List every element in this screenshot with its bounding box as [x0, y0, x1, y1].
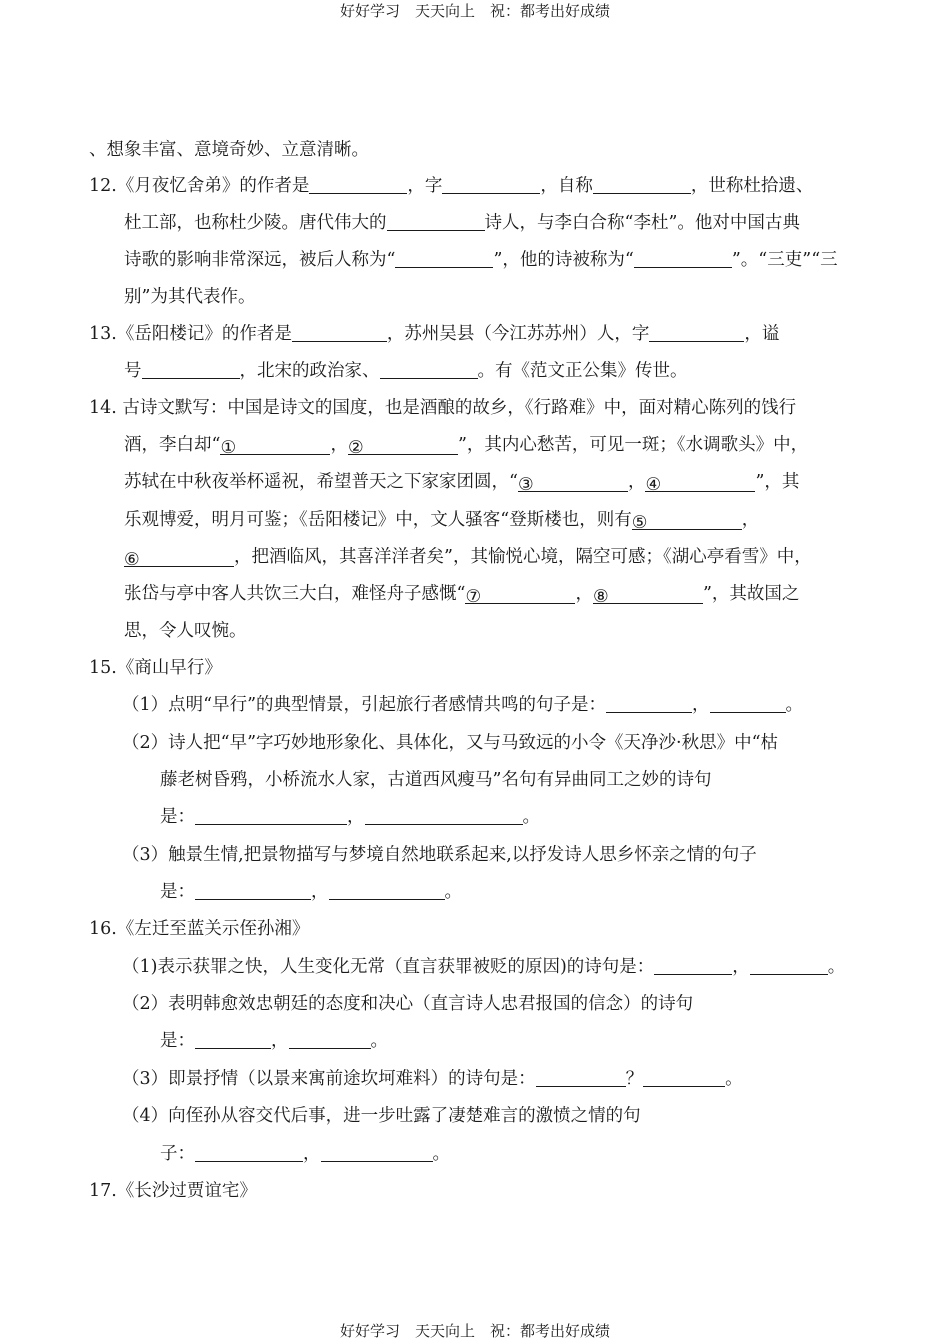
answer-blank[interactable]	[309, 175, 407, 194]
text: ，把酒临风，其喜洋洋者矣”，其愉悦心境，隔空可感；《湖心亭看雪》中，	[234, 547, 812, 567]
text: （2）诗人把“早”字巧妙地形象化、具体化，又与马致远的小令《天净沙·秋思》中“枯	[122, 733, 779, 753]
answer-blank[interactable]	[195, 806, 347, 825]
question-12-line-4	[124, 285, 255, 309]
text: ，北宋的政治家、	[239, 361, 380, 381]
text: ”，其内心愁苦，可见一斑；《水调歌头》中，	[457, 435, 809, 455]
answer-blank[interactable]	[750, 956, 828, 975]
text: 15.《商山早行》	[89, 658, 222, 678]
blank-marker: ⑤	[631, 513, 648, 533]
text: ，	[347, 807, 365, 827]
question-14-line-7	[124, 619, 247, 643]
answer-blank[interactable]	[395, 249, 493, 268]
text: ”。“三吏”“三	[731, 250, 838, 270]
text: 。	[827, 957, 846, 977]
answer-blank[interactable]	[292, 323, 387, 342]
text: 16.《左迁至蓝关示侄孙湘》	[89, 919, 310, 939]
blank-marker: ⑥	[124, 550, 140, 570]
text: 思，令人叹惋。	[124, 621, 247, 641]
text: 杜工部，也称杜少陵。唐代伟大的	[124, 213, 387, 233]
answer-blank[interactable]	[710, 694, 786, 713]
text: （4）向侄孙从容交代后事，进一步吐露了凄楚难言的激愤之情的句	[122, 1106, 641, 1126]
text: 、想象丰富、意境奇妙、立意清晰。	[89, 140, 369, 160]
answer-blank[interactable]	[380, 360, 478, 379]
text: 。有《范文正公集》传世。	[477, 361, 688, 381]
text: 乐观博爱，明月可鉴；《岳阳楼记》中，文人骚客“登斯楼也，则有	[124, 510, 632, 530]
question-15-2	[122, 731, 778, 755]
answer-blank-4[interactable]	[645, 473, 755, 495]
answer-blank-6[interactable]	[124, 548, 234, 570]
answer-blank[interactable]	[195, 881, 311, 900]
text: （1)表示获罪之快，人生变化无常（直言获罪被贬的原因)的诗句是：	[122, 957, 655, 977]
question-12-line-2	[124, 211, 800, 235]
answer-blank[interactable]	[142, 360, 240, 379]
answer-blank[interactable]	[387, 212, 485, 231]
text: ，	[627, 472, 646, 492]
answer-blank-7[interactable]	[465, 585, 575, 607]
text: 是：	[160, 807, 195, 827]
text: ，	[692, 695, 710, 715]
blank-marker: ③	[517, 475, 534, 495]
answer-blank[interactable]	[654, 956, 732, 975]
question-16-1	[122, 955, 845, 979]
text: 。	[785, 695, 804, 715]
text: ，谥	[744, 324, 780, 344]
answer-blank[interactable]	[643, 1068, 725, 1087]
blank-marker: ①	[220, 438, 237, 458]
question-16-4-answer	[160, 1142, 450, 1166]
text: ，	[311, 882, 329, 902]
answer-blank[interactable]	[289, 1030, 371, 1049]
text: ，	[303, 1144, 321, 1164]
text: 。	[370, 1031, 388, 1051]
blank-marker: ④	[645, 475, 662, 495]
text: 号	[124, 361, 142, 381]
question-15-2-cont	[160, 768, 711, 792]
question-14-line-4	[124, 508, 759, 532]
text: 诗歌的影响非常深远，被后人称为“	[124, 250, 396, 270]
answer-blank-3[interactable]	[517, 473, 628, 495]
answer-blank-5[interactable]	[631, 511, 742, 533]
text: 苏轼在中秋夜举杯遥祝，希望普天之下家家团圆，“	[124, 472, 518, 492]
answer-blank[interactable]	[442, 175, 540, 194]
question-14-line-6	[124, 582, 799, 606]
question-15-3	[122, 843, 757, 867]
question-15-2-answer	[160, 805, 540, 829]
question-16-2	[122, 992, 693, 1016]
question-12-line-1	[89, 174, 813, 198]
text: ”，其	[755, 472, 800, 492]
question-14-line-5	[124, 545, 812, 569]
text: 诗人，与李白合称“李杜”。他对中国古典	[484, 213, 800, 233]
question-14-line-2	[124, 433, 808, 457]
answer-blank[interactable]	[536, 1068, 626, 1087]
text: ，	[575, 584, 593, 604]
page-footer: 好好学习 天天向上 祝：都考出好成绩	[339, 1322, 610, 1340]
text: 藤老树昏鸦，小桥流水人家，古道西风瘦马”名句有异曲同工之妙的诗句	[160, 770, 712, 790]
text: （3）触景生情,把景物描写与梦境自然地联系起来,以抒发诗人思乡怀亲之情的句子	[122, 845, 757, 865]
answer-blank[interactable]	[606, 694, 692, 713]
text: 酒，李白却“	[124, 435, 221, 455]
text: ，	[741, 510, 760, 530]
question-14-line-1	[89, 396, 796, 420]
text: ，	[732, 957, 750, 977]
answer-blank[interactable]	[365, 806, 523, 825]
text: 张岱与亭中客人共饮三大白，难怪舟子感慨“	[124, 584, 466, 604]
answer-blank[interactable]	[195, 1030, 271, 1049]
answer-blank-1[interactable]	[220, 436, 330, 458]
question-17-title	[89, 1179, 257, 1203]
text: ，自称	[540, 176, 593, 196]
text: 12.《月夜忆舍弟》的作者是	[89, 176, 310, 196]
blank-marker: ⑧	[592, 587, 609, 607]
text: 。	[522, 807, 540, 827]
text: （2）表明韩愈效忠朝廷的态度和决心（直言诗人忠君报国的信念）的诗句	[122, 994, 694, 1014]
question-16-title	[89, 917, 309, 941]
blank-marker: ⑦	[465, 587, 482, 607]
question-15-3-answer	[160, 880, 462, 904]
text: 别”为其代表作。	[124, 287, 256, 307]
text: 。	[725, 1069, 743, 1089]
text: ”，其故国之	[702, 584, 800, 604]
page-header: 好好学习 天天向上 祝：都考出好成绩	[339, 2, 610, 20]
text: 14. 古诗文默写：中国是诗文的国度，也是酒酿的故乡，《行路难》中，面对精心陈列的饯行	[89, 398, 797, 418]
answer-blank-2[interactable]	[347, 436, 458, 458]
text: ，	[271, 1031, 289, 1051]
answer-blank[interactable]	[195, 1143, 303, 1162]
text-line	[89, 138, 369, 162]
question-16-2-answer	[160, 1029, 388, 1053]
question-13-line-2	[124, 359, 688, 383]
answer-blank[interactable]	[634, 249, 732, 268]
question-16-3	[122, 1067, 743, 1091]
text: 是：	[160, 1031, 195, 1051]
answer-blank[interactable]	[593, 175, 691, 194]
text: 17.《长沙过贾谊宅》	[89, 1181, 257, 1201]
text: （1）点明“早行”的典型情景，引起旅行者感情共鸣的句子是：	[122, 695, 607, 715]
answer-blank-8[interactable]	[592, 585, 703, 607]
text: 。	[444, 882, 462, 902]
answer-blank[interactable]	[321, 1143, 433, 1162]
question-15-title	[89, 656, 222, 680]
text: ，苏州吴县（今江苏苏州）人，字	[386, 324, 650, 344]
answer-blank[interactable]	[329, 881, 445, 900]
text: ，	[330, 435, 348, 455]
text: ，字	[407, 176, 443, 196]
text: ，世称杜拾遗、	[690, 176, 814, 196]
text: 子：	[160, 1144, 195, 1164]
text: 13.《岳阳楼记》的作者是	[89, 324, 292, 344]
text: （3）即景抒情（以景来寓前途坎坷难料）的诗句是：	[122, 1069, 536, 1089]
text: 。	[432, 1144, 450, 1164]
blank-marker: ②	[347, 438, 364, 458]
text: ？	[625, 1069, 644, 1089]
question-14-line-3	[124, 470, 799, 494]
question-16-4	[122, 1104, 641, 1128]
answer-blank[interactable]	[649, 323, 744, 342]
text: ”，他的诗被称为“	[493, 250, 634, 270]
question-13-line-1	[89, 322, 779, 346]
text: 是：	[160, 882, 195, 902]
question-12-line-3	[124, 248, 838, 272]
question-15-1	[122, 693, 803, 717]
